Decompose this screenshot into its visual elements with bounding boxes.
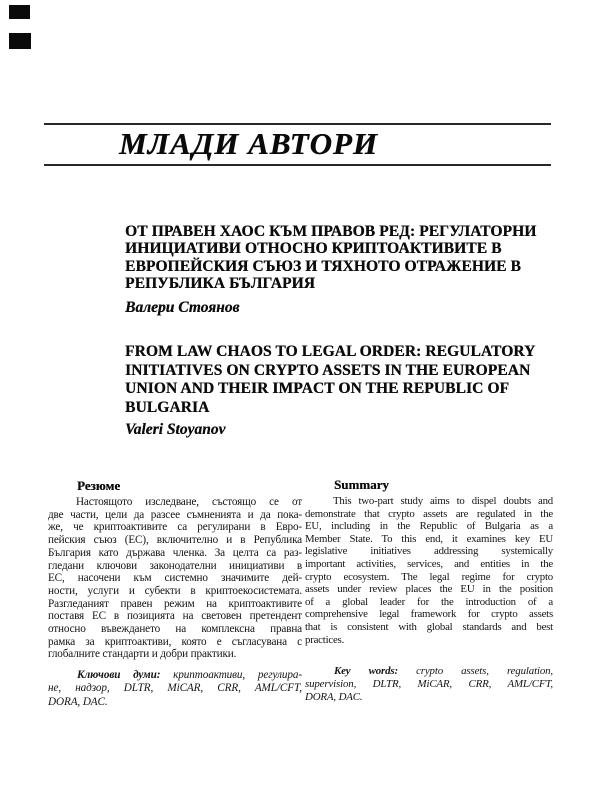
keywords-line [305,665,553,678]
text-line: that is consistent with global standards and best [305,620,553,633]
text-line: България като държава членка. За целта са раз- [48,546,302,559]
keywords-text: криптоактиви, регулира- [160,669,302,682]
text-line: UNION AND THEIR IMPACT ON THE REPUBLIC OF [125,380,510,398]
abstract-heading-bulgarian: Резюме [77,478,121,493]
text-line: же, че криптоактивите са регулирани в Евро- [48,521,302,534]
text-line: important activities, services, and entities in the [305,557,553,570]
keywords-line [48,669,302,682]
scan-artifact-mark [9,5,30,19]
text-line: of a global leader for the introduction of a [305,595,553,608]
text-line: Разгледаният правен режим на криптоактивите [48,597,302,610]
masthead-rule-bottom [44,164,551,166]
keywords-block-english [305,665,553,704]
text-line: ОТ ПРАВЕН ХАОС КЪМ ПРАВОВ РЕД: РЕГУЛАТОРНИ [125,223,537,240]
keywords-block-bulgarian [48,669,302,709]
text-line: INITIATIVES ON CRYPTO ASSETS IN THE EUROPEAN [125,361,531,379]
text-line: относно въвеждането на комплексна правна [48,623,302,636]
abstract-heading-english: Summary [334,477,389,492]
author-name-english: Valeri Stoyanov [125,421,226,438]
text-line: две части, цели да разсее съмненията и да пока- [48,508,302,521]
text-line: глобалните стандарти и добри практики. [48,648,237,661]
text-line: demonstrate that crypto assets are regulated in the [305,507,553,520]
text-line: ЕВРОПЕЙСКИЯ СЪЮЗ И ТЯХНОТО ОТРАЖЕНИЕ В [125,257,521,275]
keywords-label-english: Key words: [334,665,398,678]
keywords-text: crypto assets, regulation, [397,665,553,678]
text-line: Member State. To this end, it examines key EU [305,532,553,545]
article-title-bulgarian [125,223,539,293]
scan-artifact-mark [9,33,31,49]
text-line: DORA, DAC. [305,691,363,704]
text-line: гледани ключови законодателни инициативи в [48,559,302,572]
text-line: DORA, DAC. [48,695,108,708]
author-name-bulgarian: Валери Стоянов [125,299,240,316]
text-line: пейския съюз (ЕС), включително и в Република [48,534,302,547]
text-line: РЕПУБЛИКА БЪЛГАРИЯ [125,275,315,293]
text-line: EU, including in the Republic of Bulgaria as a [305,520,553,533]
text-line: не, надзор, DLTR, MiCAR, CRR, AML/CFT, [48,682,302,695]
text-line: ИНИЦИАТИВИ ОТНОСНО КРИПТОАКТИВИТЕ В [125,240,502,258]
text-line: поставя ЕС в позицията на световен претендент [48,610,302,623]
text-line: ности, услуги и субекти в криптоекосистемата. [48,584,302,597]
abstract-paragraph-english [305,495,553,646]
text-line: assets under review places the EU in the position [305,583,553,596]
text-line: practices. [305,633,345,646]
keywords-continuation-bulgarian [48,682,302,708]
abstract-column-english [305,476,553,704]
keywords-label-bulgarian: Ключови думи: [77,669,161,682]
abstract-column-bulgarian [48,477,302,709]
text-line: This two-part study aims to dispel doubts and [333,495,553,507]
text-line: Настоящото изследване, състоящо се от [76,496,302,508]
text-line: crypto ecosystem. The legal regime for crypto [305,570,553,583]
text-line: FROM LAW CHAOS TO LEGAL ORDER: REGULATORY [125,343,536,360]
article-title-english [125,343,539,417]
text-line: supervision, DLTR, MiCAR, CRR, AML/CFT, [305,678,553,691]
text-line: legislative initiatives addressing systemically [305,545,553,558]
text-line: BULGARIA [125,398,210,416]
text-line: ЕС, насочени към системно значимите дей- [48,572,302,585]
section-masthead: МЛАДИ АВТОРИ [119,126,378,161]
text-line: рамка за криптоактиви, която е съгласувана с [48,635,302,648]
abstract-paragraph-bulgarian [48,496,302,661]
keywords-continuation-english [305,678,553,704]
text-line: comprehensive legal framework for crypto assets [305,608,553,621]
